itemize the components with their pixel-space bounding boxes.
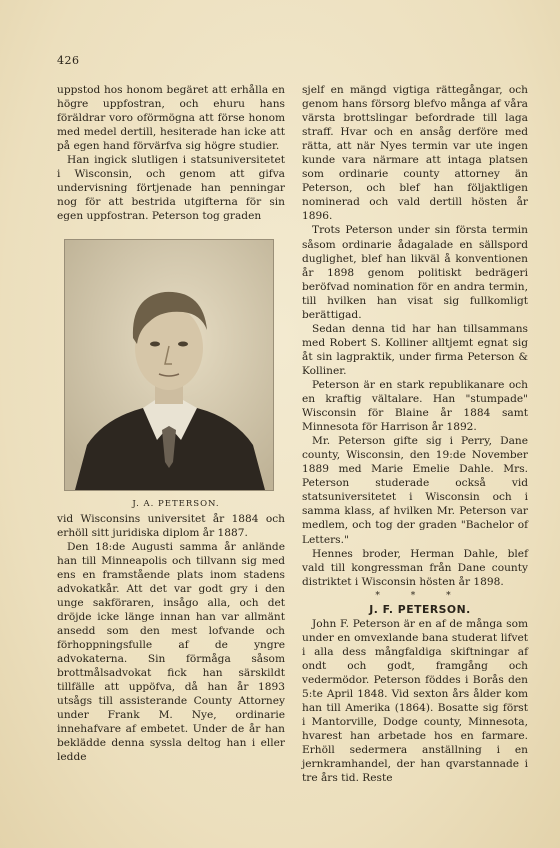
left-paragraph-2: Han ingick slutligen i statsuniversitetet i Wisconsin, och genom att gifva undervisning förtjenade han penningar nog för att bestrida utgifterna för sin egen uppfostran. Peterson tog graden: [57, 154, 285, 223]
portrait-illustration: [65, 240, 273, 490]
section-paragraph-1: John F. Peterson är en af de många som under en omvexlande bana studerat lifvet i alla dess mångfaldiga skiftningar af ondt och godt, framgång och vedermödor. Peterson föddes i Borås den 5:te April 1848. Vid sexton års ålder kom han till Amerika (1864). Bosatte sig först i Mantorville, Dodge county, Minnesota, hvarest han arbetade hos en farmare. Erhöll sedermera anställning i en jernkramhandel, der han qvarstannade i tre års tid. Reste: [302, 617, 528, 785]
portrait-caption: J. A. PETERSON.: [132, 499, 220, 510]
right-paragraph-4: Peterson är en stark republikanare och en kraftig vältalare. Han "stumpade" Wisconsin för Blaine år 1884 samt Minnesota för Harrison år 1892.: [302, 378, 528, 434]
right-paragraph-1: sjelf en mängd vigtiga rättegångar, och genom hans försorg blefvo många af våra värsta brottslingar befordrade till laga straff. Hvar och en ansåg derföre med rätta, att när Nyes termin var ute ingen kunde vara närmare att intaga platsen som ordinarie county attorney än Peterson, och blef han följaktligen nominerad och vald dertill hösten år 1896.: [302, 84, 528, 223]
right-paragraph-5: Mr. Peterson gifte sig i Perry, Dane county, Wisconsin, den 19:de November 1889 med Marie Emelie Dahle. Mrs. Peterson studerade också vid statsuniversitetet i Wisconsin och i samma klass, af hvilken Mr. Peterson var medlem, och tog der graden "Bachelor of Letters.": [302, 435, 528, 546]
right-paragraph-3: Sedan denna tid har han tillsammans med Robert S. Kolliner alltjemt egnat sig åt sin lagpraktik, under firma Peterson & Kolliner.: [302, 322, 528, 377]
right-column: [302, 83, 528, 785]
page-number: 426: [57, 54, 80, 67]
portrait-photo: [64, 239, 274, 491]
section-heading: J. F. PETERSON.: [369, 602, 471, 616]
left-paragraph-1: uppstod hos honom begäret att erhålla en högre uppfostran, och ehuru hans föräldrar voro oförmögna att förse honom med medel dertill, hesiterade han icke att på egen hand förvärfva sig högre studier.: [57, 84, 285, 153]
left-column: [57, 83, 285, 764]
right-paragraph-6: Hennes broder, Herman Dahle, blef vald till kongressman från Dane county distriktet i Wisconsin hösten år 1898.: [302, 547, 528, 588]
section-divider: * * *: [375, 590, 465, 601]
left-paragraph-4: Den 18:de Augusti samma år anlände han till Minneapolis och tillvann sig med ens en framstående plats inom stadens advokatkår. Att det var godt gry i den unge sakföraren, insågo alla, och det dröjde icke länge innan han var allmänt ansedd som den mest lofvande och förhoppningsfulle af de yngre advokaterna. Sin förmåga såsom brottmålsadvokat fick han särskildt tillfälle att uppöfva, då han år 1893 utsågs till assisterande County Attorney under Frank M. Nye, ordinarie innehafvare af embetet. Under de år han beklädde denna syssla deltog han i eller ledde: [57, 540, 285, 764]
left-paragraph-3: vid Wisconsins universitet år 1884 och erhöll sitt juridiska diplom år 1887.: [57, 512, 285, 539]
right-paragraph-2: Trots Peterson under sin första termin såsom ordinarie ådagalade en sällspord duglighet, blef han likväl å konventionen år 1898 genom politiskt bedrägeri beröfvad nomination för en andra termin, till hvilken han visat sig fullkomligt berättigad.: [302, 224, 528, 321]
